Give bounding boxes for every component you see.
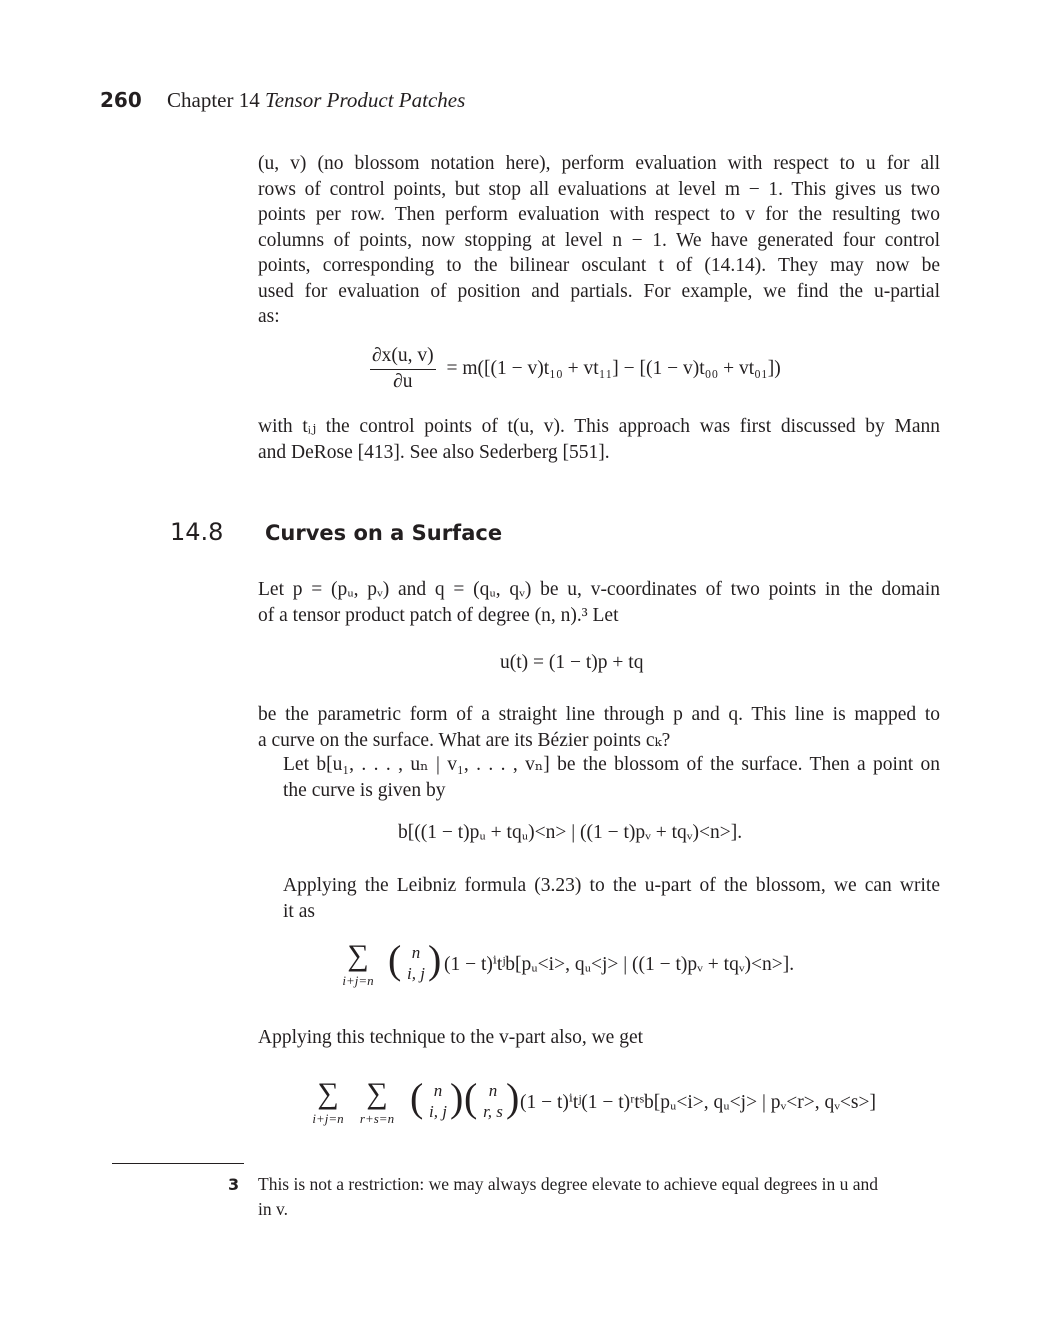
summation-index: r+s=n (359, 1111, 395, 1126)
binomial-bottom: i, j (407, 964, 425, 983)
paragraph-control-points (258, 414, 940, 465)
footnote (228, 1172, 940, 1221)
paragraph-blossom (258, 752, 940, 803)
text-line: points per row. Then perform evaluation with respect to v for the resulting two (258, 204, 940, 225)
section-heading (170, 518, 502, 546)
section-number: 14.8 (170, 518, 224, 546)
page-number: 260 (100, 88, 142, 112)
text-line: Applying this technique to the v-part also, we get (258, 1027, 644, 1048)
summation (338, 940, 378, 989)
running-title (167, 88, 465, 112)
binomial-left-paren: ( (410, 1075, 424, 1120)
binomial-top: n (411, 943, 421, 962)
text-line: Applying the Leibniz formula (3.23) to the u-part of the blossom, we can write (283, 875, 940, 896)
binomial-bottom: i, j (429, 1102, 447, 1121)
text-line: (u, v) (no blossom notation here), perform evaluation with respect to u for all (258, 153, 940, 174)
binomial (426, 1080, 450, 1122)
text-line: the curve is given by (283, 779, 446, 801)
section-title: Curves on a Surface (265, 521, 503, 545)
sigma-symbol: ∑ (366, 1077, 388, 1110)
text-line: it as (283, 900, 315, 922)
text-line: Let b[u₁, . . . , uₙ | v₁, . . . , vₙ] be the blossom of the surface. Then a point on (283, 754, 940, 775)
binomial (404, 942, 428, 984)
binomial-left-paren: ( (464, 1075, 478, 1120)
summation-index: i+j=n (342, 973, 374, 988)
summation (306, 1078, 350, 1127)
paragraph-evaluation (258, 151, 940, 330)
text-line: with tᵢⱼ the control points of t(u, v). This approach was first discussed by Mann (258, 416, 940, 437)
footnote-line: in v. (258, 1199, 288, 1219)
text-line: columns of points, now stopping at level n − 1. We have generated four control (258, 229, 940, 251)
binomial-top: n (433, 1081, 443, 1100)
double-sum-body: (1 − t)ⁱtʲ(1 − t)ʳtˢb[pᵤ<i>, qᵤ<j> | pᵥ<r>, qᵥ<s>] (520, 1092, 876, 1113)
equation-u-partial (370, 345, 781, 393)
footnote-mark: 3 (228, 1175, 240, 1194)
footnote-rule (112, 1163, 244, 1164)
paragraph-leibniz (258, 873, 940, 924)
text-line: of a tensor product patch of degree (n, n).³ Let (258, 604, 619, 626)
equation-line: u(t) = (1 − t)p + tq (500, 652, 644, 673)
binomial-right-paren: ) (450, 1075, 464, 1120)
text-line: a curve on the surface. What are its Bézier points cₖ? (258, 729, 671, 751)
text-line: used for evaluation of position and partials. For example, we find the u-partial (258, 280, 940, 302)
text-line: and DeRose [413]. See also Sederberg [551]. (258, 441, 610, 463)
text-line: be the parametric form of a straight line through p and q. This line is mapped to (258, 704, 940, 725)
paragraph-parametric-line (258, 702, 940, 753)
text-line: points, corresponding to the bilinear osculant t of (14.14). They may now be (258, 255, 940, 276)
text-line: Let p = (pᵤ, pᵥ) and q = (qᵤ, qᵥ) be u, v-coordinates of two points in the domain (258, 579, 940, 600)
leibniz-body: (1 − t)ⁱtʲb[pᵤ<i>, qᵤ<j> | ((1 − t)pᵥ + tqᵥ)<n>]. (444, 954, 795, 975)
footnote-line: This is not a restriction: we may always degree elevate to achieve equal degrees in u and (258, 1174, 879, 1194)
binomial-right-paren: ) (506, 1075, 520, 1120)
paragraph-v-part (258, 1025, 940, 1051)
binomial-bottom: r, s (483, 1102, 503, 1121)
chapter-label: Chapter 14 (167, 88, 260, 112)
equation-rhs: = m([(1 − v)t₁₀ + vt₁₁] − [(1 − v)t₀₀ + vt₀₁]) (446, 358, 781, 379)
sigma-symbol: ∑ (317, 1077, 339, 1110)
chapter-title: Tensor Product Patches (264, 88, 466, 112)
fraction-numerator: ∂x(u, v) (372, 345, 434, 366)
binomial (480, 1080, 506, 1122)
binomial-right-paren: ) (428, 937, 442, 982)
equation-blossom: b[((1 − t)pᵤ + tqᵤ)<n> | ((1 − t)pᵥ + tqᵥ)<n>]. (398, 822, 743, 843)
text-line: rows of control points, but stop all evaluations at level m − 1. This gives us two (258, 178, 940, 200)
fraction (370, 345, 436, 393)
paragraph-domain-points (258, 577, 940, 628)
running-header (100, 88, 465, 113)
summation-index: i+j=n (312, 1111, 344, 1126)
text-line: as: (258, 306, 280, 327)
binomial-left-paren: ( (388, 937, 402, 982)
summation (352, 1078, 402, 1127)
binomial-top: n (488, 1081, 498, 1100)
fraction-denominator: ∂u (370, 369, 436, 393)
sigma-symbol: ∑ (347, 939, 369, 972)
